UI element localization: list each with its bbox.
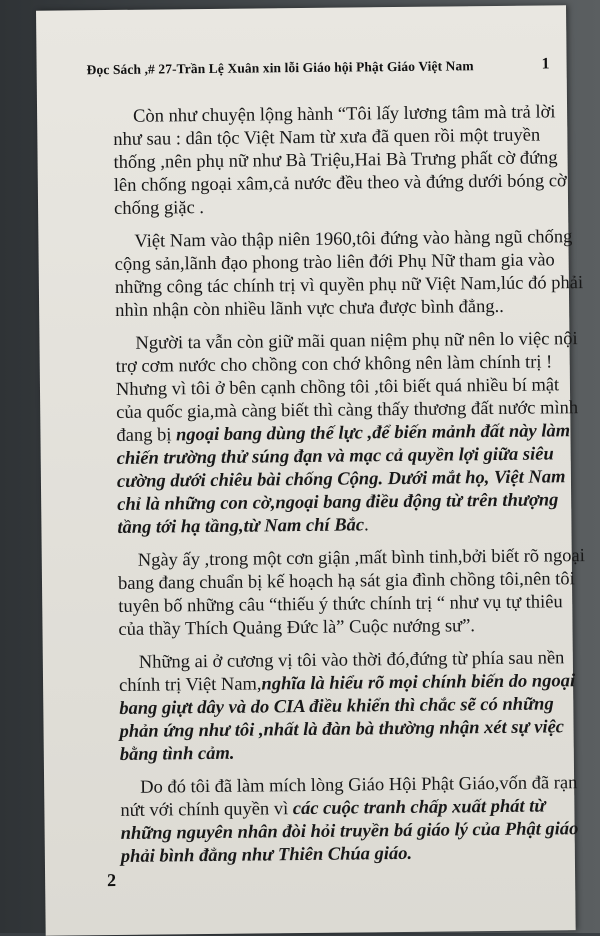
footer-page-number: 2: [107, 869, 117, 891]
text-run: Còn như chuyện lộng hành “Tôi lấy lương tâm mà trả lời như sau : dân tộc Việt Nam từ xưa đã quen rồi một truyền thống ,nên phụ nữ như Bà Triệu,Hai Bà Trưng phất cờ đứng lên chống ngoại xâm,cả nước đều theo và đứng dưới bóng cờ chống giặc .: [113, 102, 567, 219]
paragraph-3: [115, 328, 587, 540]
emphasized-text-run: các cuộc tranh chấp xuất phát từ những nguyên nhân đòi hỏi truyền bá giáo lý của Phật giáo phải bình đẳng như Thiên Chúa giáo.: [120, 796, 579, 867]
text-run: Việt Nam vào thập niên 1960,tôi đứng vào hàng ngũ chống cộng sản,lãnh đạo phong trào liên đới Phụ Nữ tham gia vào những công tác chính trị vì quyền phụ nữ Việt Nam,lúc đó phải nhìn nhận còn nhiều lãnh vực chưa được bình đẳng..: [114, 227, 584, 321]
paragraph-5: [119, 647, 590, 767]
paragraph-2: [114, 226, 585, 323]
paragraph-6: [120, 772, 591, 869]
emphasized-text-run: ngoại bang dùng thế lực ,để biến mảnh đất này làm chiến trường thử súng đạn và mạc cả quyền lợi giữa siêu cường dưới chiêu bài chống Cộng. Dưới mắt họ, Việt Nam chỉ là những con cờ,ngoại bang điều động từ trên thượng tầng tới hạ tầng,từ Nam chí Bắc: [116, 421, 571, 538]
text-run: Những ai ở cương vị tôi vào thời đó,đứng từ phía sau nền chính trị Việt Nam,: [118, 648, 565, 696]
text-run: Người ta vẫn còn giữ mãi quan niệm phụ nữ nên lo việc nội trợ cơm nước cho chồng con chớ không nên làm chính trị ! Nhưng vì tôi ở bên cạnh chồng tôi ,tôi biết quá nhiều bí mật của quốc gia,mà càng biết thì càng thấy thương đất nước mình đang bị: [115, 329, 579, 446]
running-header: Đọc Sách ,# 27-Trần Lệ Xuân xin lỗi Giáo hội Phật Giáo Việt Nam: [86, 58, 474, 78]
header-page-number: 1: [541, 55, 550, 73]
paragraph-4: [118, 545, 589, 642]
book-page: [36, 5, 585, 935]
text-run: Do đó tôi đã làm mích lòng Giáo Hội Phật Giáo,vốn đã rạn nứt với chính quyền vì: [120, 773, 578, 821]
paragraph-1: [113, 101, 584, 221]
body-text: [113, 101, 591, 875]
text-run: Ngày ấy ,trong một cơn giận ,mất bình tinh,bởi biết rõ ngoại bang đang chuẩn bị kế hoạch hạ sát gia đình chồng tôi,nên tôi tuyên bố những câu “thiếu ý thức chính trị “ như vụ tự thiêu của thầy Thích Quảng Đức là” Cuộc nướng sư”.: [117, 546, 585, 640]
emphasized-text-run: nghĩa là hiểu rõ mọi chính biến do ngoại bang giựt dây và do CIA điều khiển thì chắc sẽ có những phản ứng như tôi ,nhất là đàn bà thường nhận xét sự việc bằng tình cảm.: [119, 671, 576, 765]
text-run: .: [363, 515, 369, 536]
